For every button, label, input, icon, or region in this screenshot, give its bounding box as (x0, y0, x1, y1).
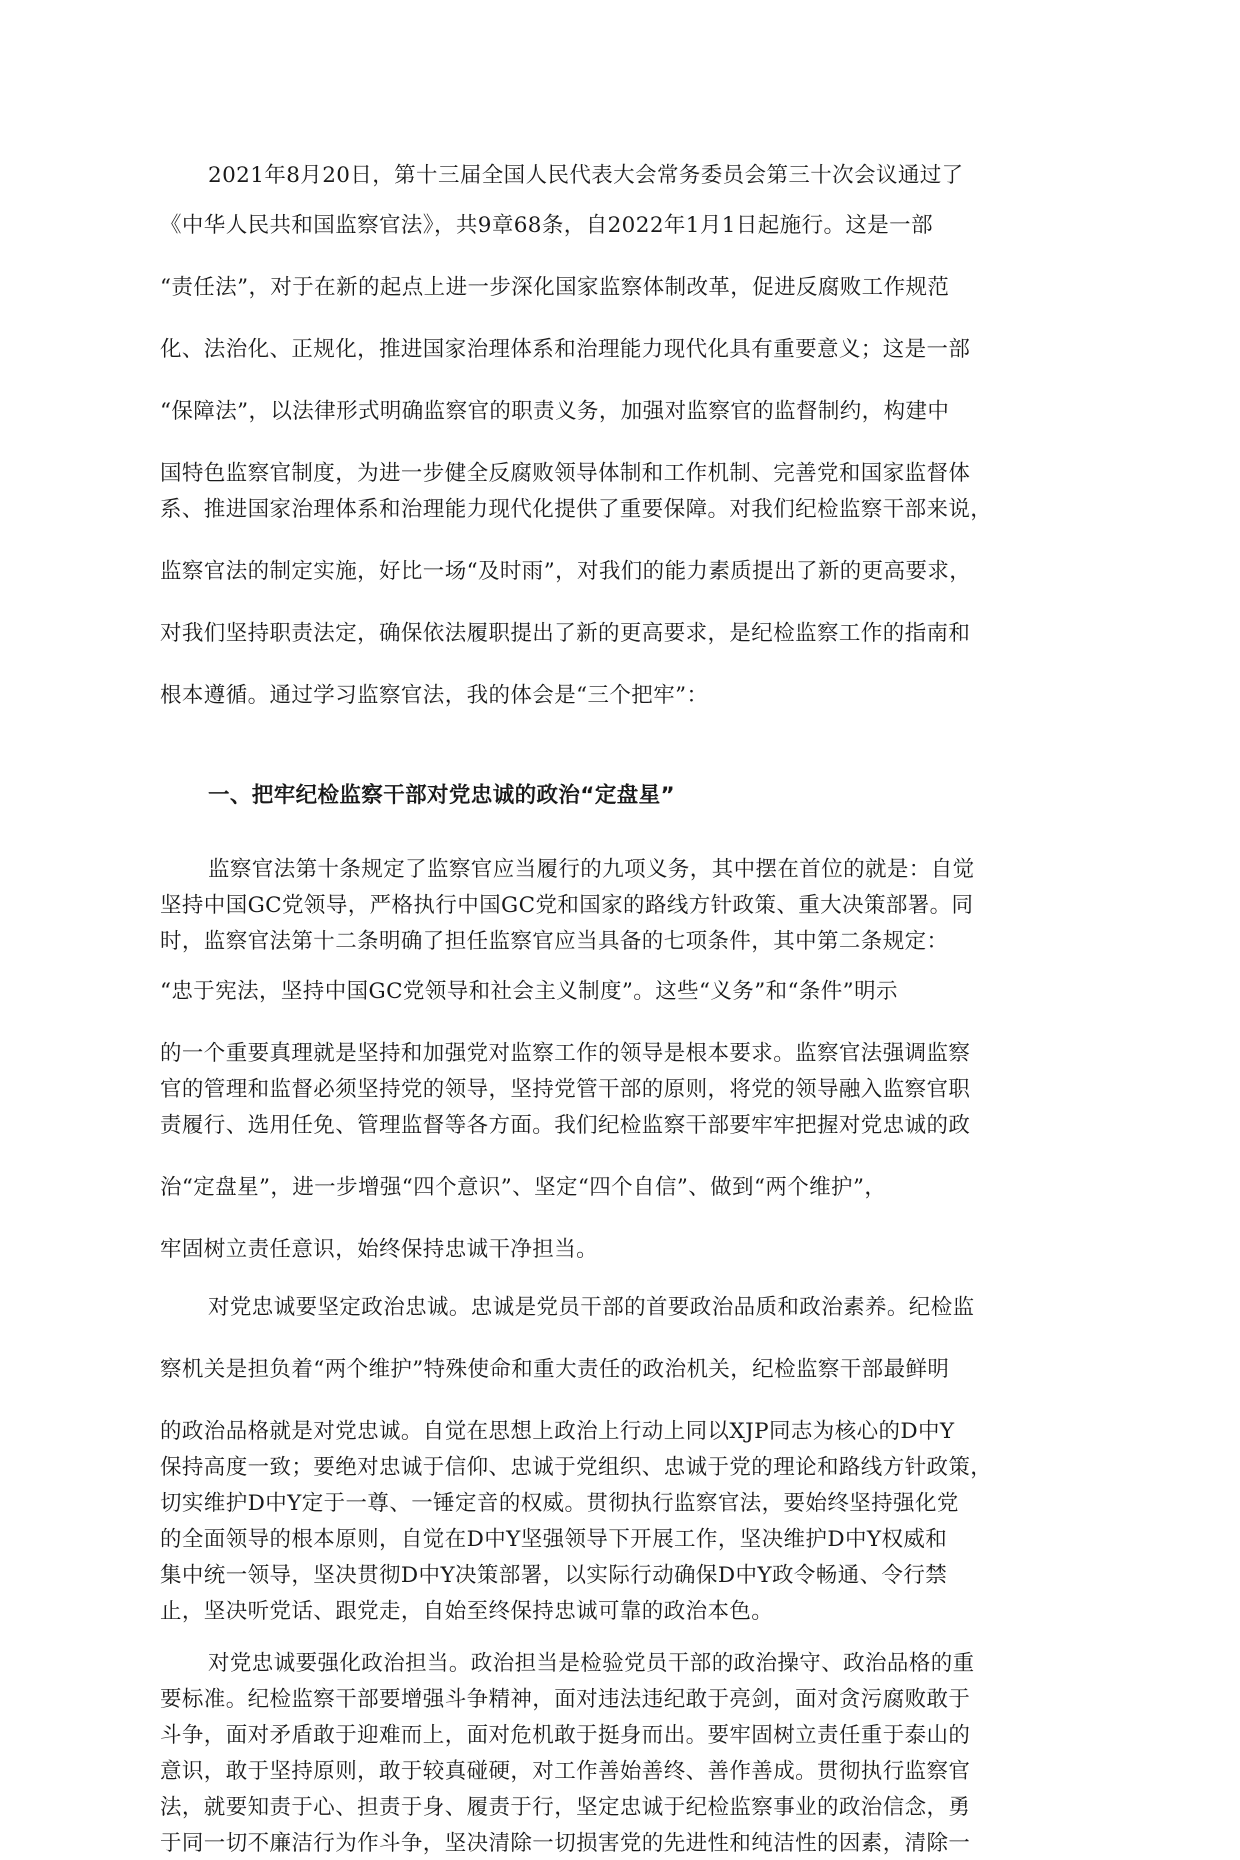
text-line: 官的管理和监督必须坚持党的领导，坚持党管干部的原则，将党的领导融入监察官职 (160, 1077, 971, 1102)
text-line: 监察官法第十条规定了监察官应当履行的九项义务，其中摆在首位的就是：自觉 (208, 857, 975, 882)
text-line: 《中华人民共和国监察官法》，共9章68条，自2022年1月1日起施行。这是一部 (160, 213, 933, 238)
intro-paragraph (160, 160, 1080, 712)
text-line: “保障法”，以法律形式明确监察官的职责义务，加强对监察官的监督制约，构建中 (160, 399, 950, 424)
text-line: 坚持中国GC党领导，严格执行中国GC党和国家的路线方针政策、重大决策部署。同 (160, 893, 974, 918)
text-line: 集中统一领导，坚决贯彻D中Y决策部署，以实际行动确保D中Y政令畅通、令行禁 (160, 1563, 948, 1588)
text-line: 法，就要知责于心、担责于身、履责于行，坚定忠诚于纪检监察事业的政治信念，勇 (160, 1795, 971, 1820)
text-line: 根本遵循。通过学习监察官法，我的体会是“三个把牢”： (160, 683, 709, 708)
text-line: 保持高度一致；要绝对忠诚于信仰、忠诚于党组织、忠诚于党的理论和路线方针政策， (160, 1455, 993, 1480)
text-line: 2021年8月20日，第十三届全国人民代表大会常务委员会第三十次会议通过了 (208, 163, 964, 188)
text-line: “忠于宪法，坚持中国GC党领导和社会主义制度”。这些“义务”和“条件”明示 (160, 979, 898, 1004)
text-line: 的一个重要真理就是坚持和加强党对监察工作的领导是根本要求。监察官法强调监察 (160, 1041, 971, 1066)
document-page (160, 160, 1080, 1860)
paragraph-political-responsibility (160, 1648, 1080, 1860)
section-heading: 一、把牢纪检监察干部对党忠诚的政治“定盘星” (208, 783, 676, 808)
paragraph-political-loyalty (160, 1292, 1080, 1628)
text-line: 对党忠诚要强化政治担当。政治担当是检验党员干部的政治操守、政治品格的重 (208, 1651, 975, 1676)
text-line: 国特色监察官制度，为进一步健全反腐败领导体制和工作机制、完善党和国家监督体 (160, 461, 971, 486)
text-line: 于同一切不廉洁行为作斗争，坚决清除一切损害党的先进性和纯洁性的因素，清除一 (160, 1831, 971, 1856)
text-line: 时，监察官法第十二条明确了担任监察官应当具备的七项条件，其中第二条规定： (160, 929, 949, 954)
text-line: 系、推进国家治理体系和治理能力现代化提供了重要保障。对我们纪检监察干部来说， (160, 497, 993, 522)
text-line: 要标准。纪检监察干部要增强斗争精神，面对违法违纪敢于亮剑，面对贪污腐败敢于 (160, 1687, 971, 1712)
text-line: 斗争，面对矛盾敢于迎难而上，面对危机敢于挺身而出。要牢固树立责任重于泰山的 (160, 1723, 971, 1748)
text-line: 的全面领导的根本原则，自觉在D中Y坚强领导下开展工作，坚决维护D中Y权威和 (160, 1527, 948, 1552)
paragraph-obligations (160, 854, 1080, 1266)
text-line: 治“定盘星”，进一步增强“四个意识”、坚定“四个自信”、做到“两个维护”， (160, 1175, 887, 1200)
text-line: 牢固树立责任意识，始终保持忠诚干净担当。 (160, 1237, 599, 1262)
text-line: 责履行、选用任免、管理监督等各方面。我们纪检监察干部要牢牢把握对党忠诚的政 (160, 1113, 971, 1138)
text-line: 意识，敢于坚持原则，敢于较真碰硬，对工作善始善终、善作善成。贯彻执行监察官 (160, 1759, 971, 1784)
text-line: 监察官法的制定实施，好比一场“及时雨”，对我们的能力素质提出了新的更高要求， (160, 559, 972, 584)
text-line: 的政治品格就是对党忠诚。自觉在思想上政治上行动上同以XJP同志为核心的D中Y (160, 1419, 955, 1444)
text-line: 化、法治化、正规化，推进国家治理体系和治理能力现代化具有重要意义；这是一部 (160, 337, 971, 362)
text-line: 对我们坚持职责法定，确保依法履职提出了新的更高要求，是纪检监察工作的指南和 (160, 621, 971, 646)
text-line: 察机关是担负着“两个维护”特殊使命和重大责任的政治机关，纪检监察干部最鲜明 (160, 1357, 950, 1382)
text-line: 切实维护D中Y定于一尊、一锤定音的权威。贯彻执行监察官法，要始终坚持强化党 (160, 1491, 959, 1516)
text-line: “责任法”，对于在新的起点上进一步深化国家监察体制改革，促进反腐败工作规范 (160, 275, 950, 300)
text-line: 对党忠诚要坚定政治忠诚。忠诚是党员干部的首要政治品质和政治素养。纪检监 (208, 1295, 975, 1320)
text-line: 止，坚决听党话、跟党走，自始至终保持忠诚可靠的政治本色。 (160, 1599, 774, 1624)
